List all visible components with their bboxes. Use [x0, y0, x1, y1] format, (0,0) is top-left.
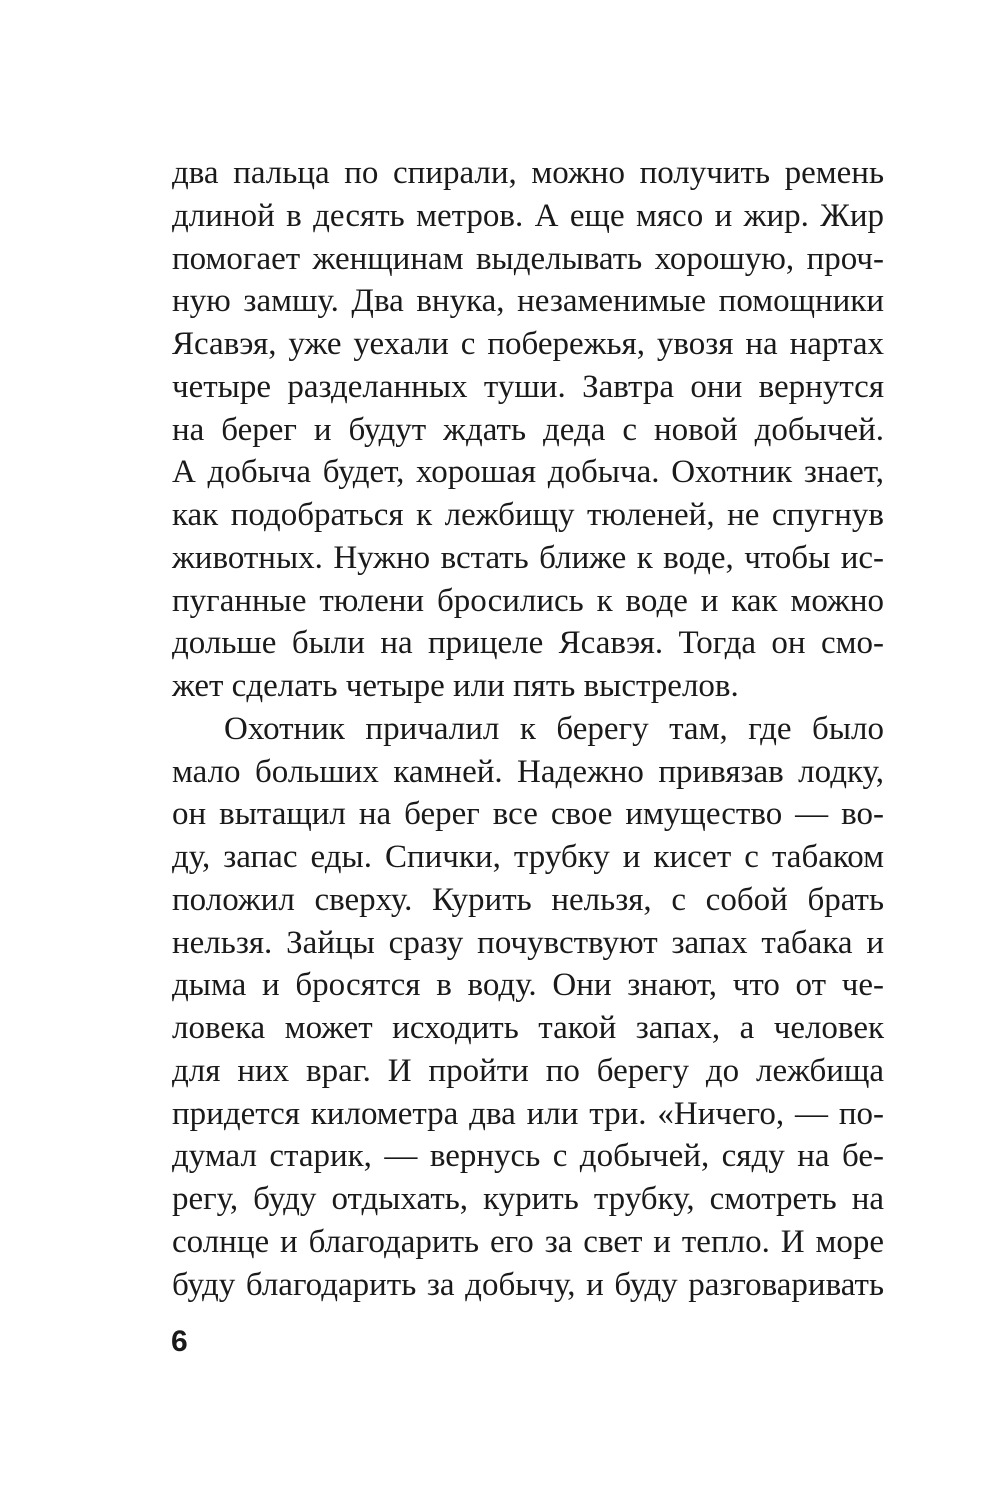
text-line: придется километра два или три. «Ничего, — по-: [172, 1095, 884, 1132]
text-line: для них враг. И пройти по берегу до лежбища: [172, 1052, 884, 1089]
text-line: животных. Нужно встать ближе к воде, чтобы ис-: [172, 539, 884, 576]
text-line: помогает женщинам выделывать хорошую, проч-: [172, 240, 884, 277]
paragraph-2: [172, 708, 884, 1307]
text-line: на берег и будут ждать деда с новой добычей.: [172, 411, 884, 448]
text-line: мало больших камней. Надежно привязав лодку,: [172, 753, 884, 790]
text-line: как подобраться к лежбищу тюленей, не спугнув: [172, 497, 884, 533]
text-line: жет сделать четыре или пять выстрелов.: [172, 668, 739, 704]
text-line: пуганные тюлени бросились к воде и как можно: [172, 582, 884, 619]
paragraph-1: [172, 152, 884, 708]
page-number: 6: [171, 1325, 188, 1358]
text-line: два пальца по спирали, можно получить ремень: [172, 155, 884, 191]
text-line: регу, буду отдыхать, курить трубку, смотреть на: [172, 1181, 884, 1217]
text-line: длиной в десять метров. А еще мясо и жир. Жир: [172, 197, 884, 234]
text-line: дольше были на прицеле Ясавэя. Тогда он смо-: [172, 625, 884, 662]
text-line: думал старик, — вернусь с добычей, сяду на бе-: [172, 1138, 884, 1175]
text-line: Ясавэя, уже уехали с побережья, увозя на нартах: [172, 326, 884, 362]
text-line: дыма и бросятся в воду. Они знают, что от че-: [172, 967, 884, 1004]
text-line: Охотник причалил к берегу там, где было: [224, 710, 884, 747]
body-text: [172, 152, 884, 1306]
text-line: ду, запас еды. Спички, трубку и кисет с табаком: [172, 839, 884, 875]
text-line: четыре разделанных туши. Завтра они вернутся: [172, 368, 884, 405]
text-line: нельзя. Зайцы сразу почувствуют запах табака и: [172, 924, 884, 961]
text-line: положил сверху. Курить нельзя, с собой брать: [172, 881, 884, 918]
text-line: буду благодарить за добычу, и буду разговаривать: [172, 1266, 884, 1303]
text-line: ловека может исходить такой запах, а человек: [172, 1010, 884, 1046]
text-line: А добыча будет, хорошая добыча. Охотник знает,: [172, 454, 884, 491]
text-line: ную замшу. Два внука, незаменимые помощники: [172, 283, 884, 320]
text-line: солнце и благодарить его за свет и тепло. И море: [172, 1223, 884, 1260]
text-line: он вытащил на берег все свое имущество — во-: [172, 796, 884, 833]
